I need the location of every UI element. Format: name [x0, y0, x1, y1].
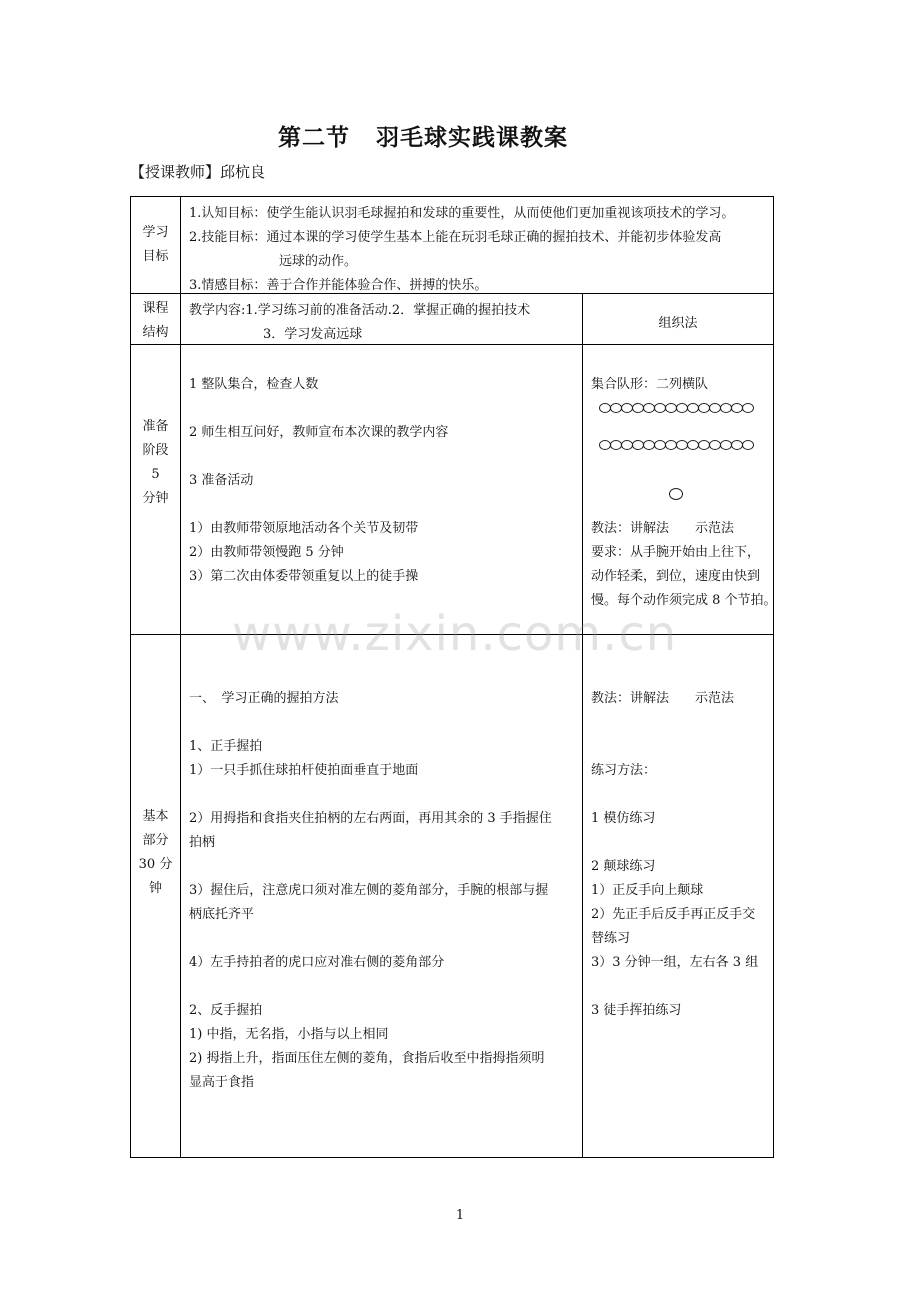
- column-divider: [180, 197, 181, 1157]
- lesson-plan-table: [130, 196, 777, 1158]
- basic-item: 一、 学习正确的握拍方法: [189, 691, 339, 706]
- prep-requirement: 动作轻柔，到位，速度由快到: [591, 569, 761, 584]
- basic-org: 2 颠球练习: [591, 859, 656, 874]
- org-method-header: 组织法: [658, 316, 698, 331]
- structure-content-1: 教学内容:1.学习练习前的准备活动.2．掌握正确的握拍技术: [189, 303, 531, 318]
- basic-org: 2）先正手后反手再正反手交: [591, 907, 756, 922]
- basic-item: 显高于食指: [189, 1075, 255, 1090]
- structure-label: 课程 结构: [142, 301, 169, 340]
- row-divider: [131, 344, 773, 345]
- structure-content-2: 3．学习发高远球: [263, 327, 363, 342]
- goals-label: 学习 目标: [142, 225, 169, 264]
- page-number: 1: [455, 1208, 465, 1223]
- basic-item: 1）一只手抓住球拍杆使拍面垂直于地面: [189, 763, 419, 778]
- prep-teaching-method: 教法：讲解法 示范法: [591, 521, 735, 536]
- prep-item: 3 准备活动: [189, 473, 254, 488]
- prep-requirement: 要求：从手腕开始由上往下，: [591, 545, 761, 560]
- basic-item: 3）握住后，注意虎口须对准左侧的菱角部分，手腕的根部与握: [189, 883, 549, 898]
- basic-item: 拍柄: [189, 835, 216, 850]
- basic-item: 2）用拇指和食指夹住拍柄的左右两面，再用其余的 3 手指握住: [189, 811, 552, 826]
- teacher-line: [130, 161, 265, 182]
- basic-item: 1) 中指，无名指，小指与以上相同: [189, 1027, 389, 1042]
- basic-org: 练习方法：: [591, 763, 657, 778]
- basic-org: 教法：讲解法 示范法: [591, 691, 735, 706]
- teacher-position-marker: [669, 488, 683, 500]
- prep-item: 2）由教师带领慢跑 5 分钟: [189, 545, 344, 560]
- basic-org: 1）正反手向上颠球: [591, 883, 704, 898]
- basic-item: 4）左手持拍者的虎口应对准右侧的菱角部分: [189, 955, 445, 970]
- formation-row-1: [599, 403, 753, 413]
- basic-item: 2) 拇指上升，指面压住左侧的菱角，食指后收至中指拇指须明: [189, 1051, 545, 1066]
- goal-cognitive: 1.认知目标：使学生能认识羽毛球握拍和发球的重要性，从而使他们更加重视该项技术的学习。: [189, 206, 735, 221]
- basic-org: 3）3 分钟一组，左右各 3 组: [591, 955, 759, 970]
- prep-requirement: 慢。每个动作须完成 8 个节拍。: [591, 593, 777, 608]
- basic-org: 3 徒手挥拍练习: [591, 1003, 682, 1018]
- basic-label: 基本 部分 30 分 钟: [138, 809, 173, 896]
- teacher-label: 【授课教师】: [130, 163, 221, 181]
- basic-item: 2、反手握拍: [189, 1003, 263, 1018]
- basic-org: 1 模仿练习: [591, 811, 656, 826]
- prep-label: 准备 阶段 5 分钟: [142, 419, 169, 506]
- prep-item: 3）第二次由体委带领重复以上的徒手操: [189, 569, 419, 584]
- basic-item: 柄底托齐平: [189, 907, 255, 922]
- formation-label: 集合队形：二列横队: [591, 377, 709, 392]
- goal-skill-cont: 远球的动作。: [279, 254, 358, 269]
- teacher-name: 邱杭良: [220, 163, 266, 181]
- column-divider: [582, 293, 583, 1157]
- row-divider: [131, 293, 773, 294]
- prep-item: 1）由教师带领原地活动各个关节及韧带: [189, 521, 419, 536]
- prep-item: 2 师生相互问好，教师宣布本次课的教学内容: [189, 425, 449, 440]
- goal-emotion: 3.情感目标：善于合作并能体验合作、拼搏的快乐。: [189, 278, 488, 293]
- basic-org: 替练习: [591, 931, 631, 946]
- prep-item: 1 整队集合，检查人数: [189, 377, 319, 392]
- formation-row-2: [599, 440, 753, 450]
- basic-item: 1、正手握拍: [189, 739, 263, 754]
- goal-skill: 2.技能目标：通过本课的学习使学生基本上能在玩羽毛球正确的握拍技术、并能初步体验发高: [189, 230, 722, 245]
- page-title: 第二节 羽毛球实践课教案: [278, 125, 568, 151]
- watermark: www.zixin.com.cn: [232, 606, 678, 662]
